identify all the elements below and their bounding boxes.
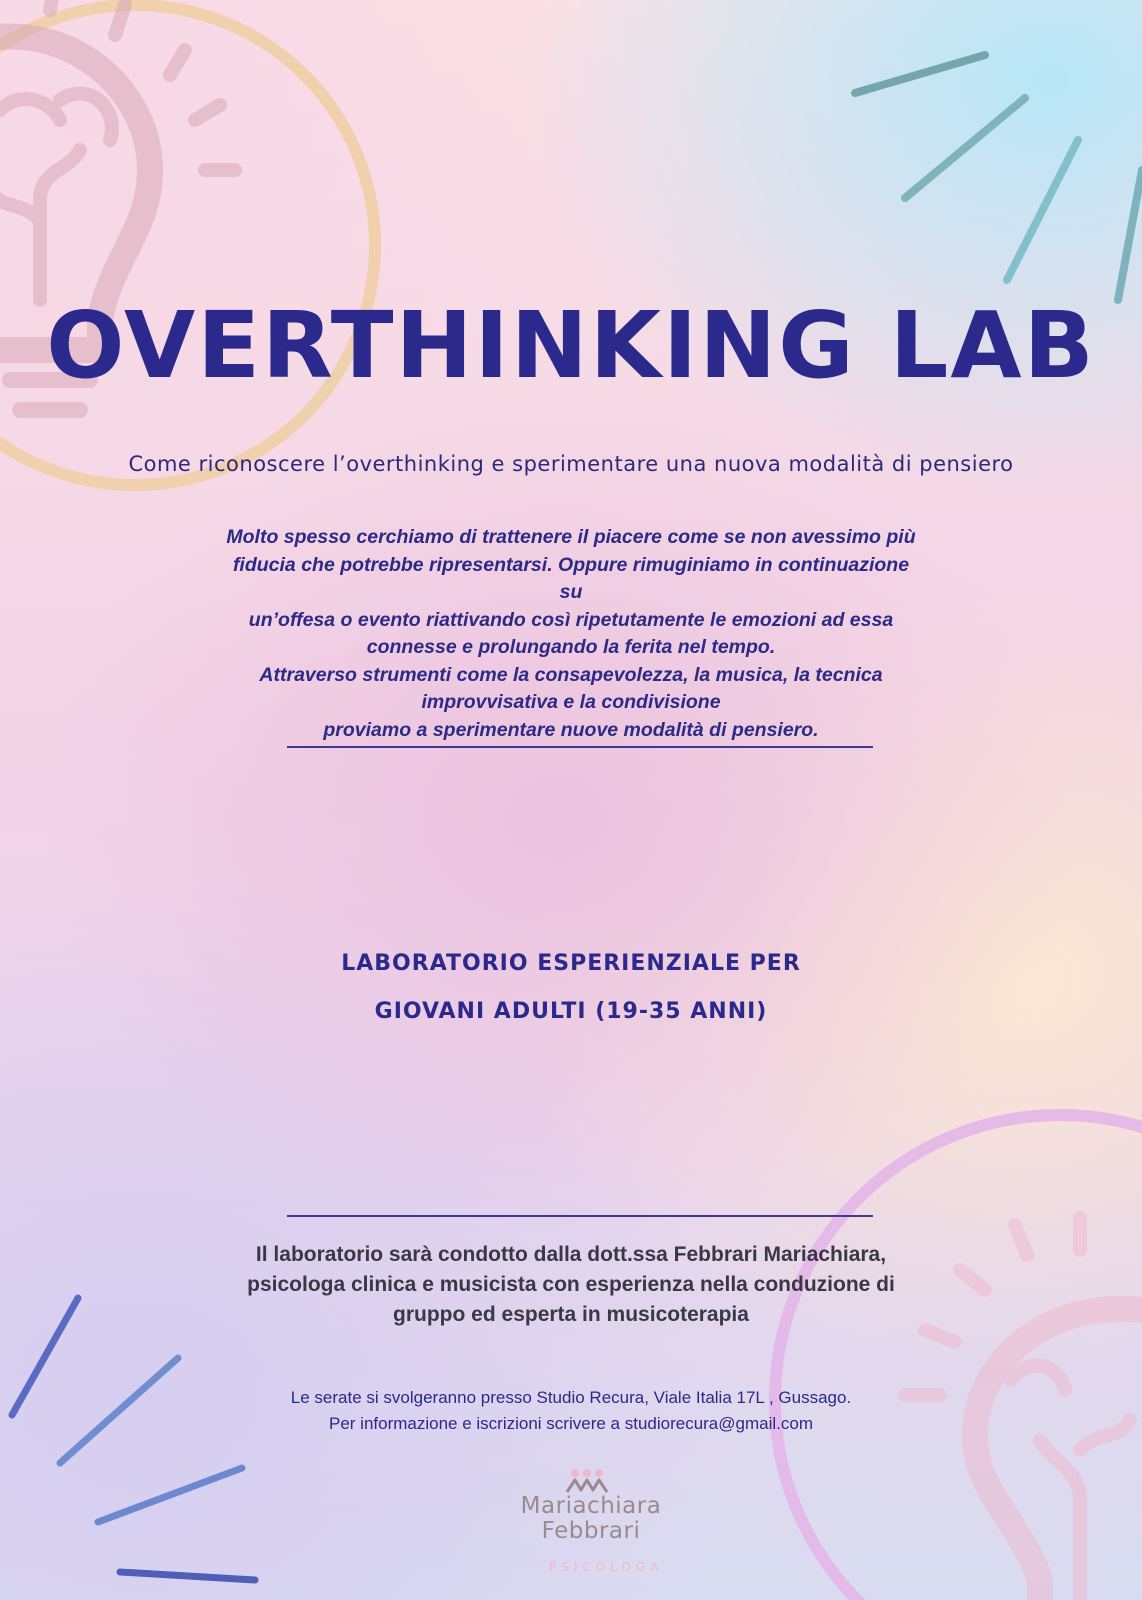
intro-line: fiducia che potrebbe ripresentarsi. Oppure rimuginiamo in continuazione su <box>232 553 910 603</box>
intro-line: improvvisativa e la condivisione <box>421 691 721 713</box>
intro-line: Molto spesso cerchiamo di trattenere il piacere come se non avessimo più <box>226 526 916 548</box>
ray-lines-bottom-left <box>12 1298 255 1580</box>
page-subtitle: Come riconoscere l’overthinking e sperimentare una nuova modalità di pensiero <box>128 452 1014 476</box>
audience-line: GIOVANI ADULTI (19-35 ANNI) <box>374 999 768 1024</box>
intro-line: proviamo a sperimentare nuove modalità di pensiero. <box>323 718 819 741</box>
conductor-line: psicologa clinica e musicista con esperienza nella conduzione di <box>247 1273 895 1296</box>
divider-top <box>287 746 873 748</box>
intro-paragraph <box>221 524 921 744</box>
page-title: OVERTHINKING LAB <box>46 292 1096 399</box>
info-paragraph <box>0 1385 1142 1437</box>
intro-line: Attraverso strumenti come la consapevolezza, la musica, la tecnica <box>259 663 883 686</box>
info-line-location: Le serate si svolgeranno presso Studio Recura, Viale Italia 17L , Gussago. <box>290 1388 852 1407</box>
audience-line: LABORATORIO ESPERIENZIALE PER <box>341 951 801 976</box>
intro-line: connesse e prolungando la ferita nel tempo. <box>366 636 776 658</box>
conductor-paragraph <box>171 1240 971 1330</box>
intro-line: un’offesa o evento riattivando così ripetutamente le emozioni ad essa <box>248 608 894 631</box>
logo-last-name: Febbrari <box>541 1518 641 1544</box>
logo-role: PSICOLOGA <box>549 1560 664 1574</box>
ray-lines-top-right <box>855 55 1142 300</box>
divider-bottom <box>287 1215 873 1217</box>
info-line-contact: Per informazione e iscrizioni scrivere a studiorecura@gmail.com <box>329 1414 813 1433</box>
logo-first-name: Mariachiara <box>520 1493 662 1519</box>
psychologist-logo <box>471 1468 711 1578</box>
conductor-line: gruppo ed esperta in musicoterapia <box>393 1303 749 1326</box>
logo-mark-icon <box>561 1468 621 1494</box>
audience-heading <box>0 940 1142 1036</box>
conductor-line: Il laboratorio sarà condotto dalla dott.ssa Febbrari Mariachiara, <box>255 1243 887 1266</box>
